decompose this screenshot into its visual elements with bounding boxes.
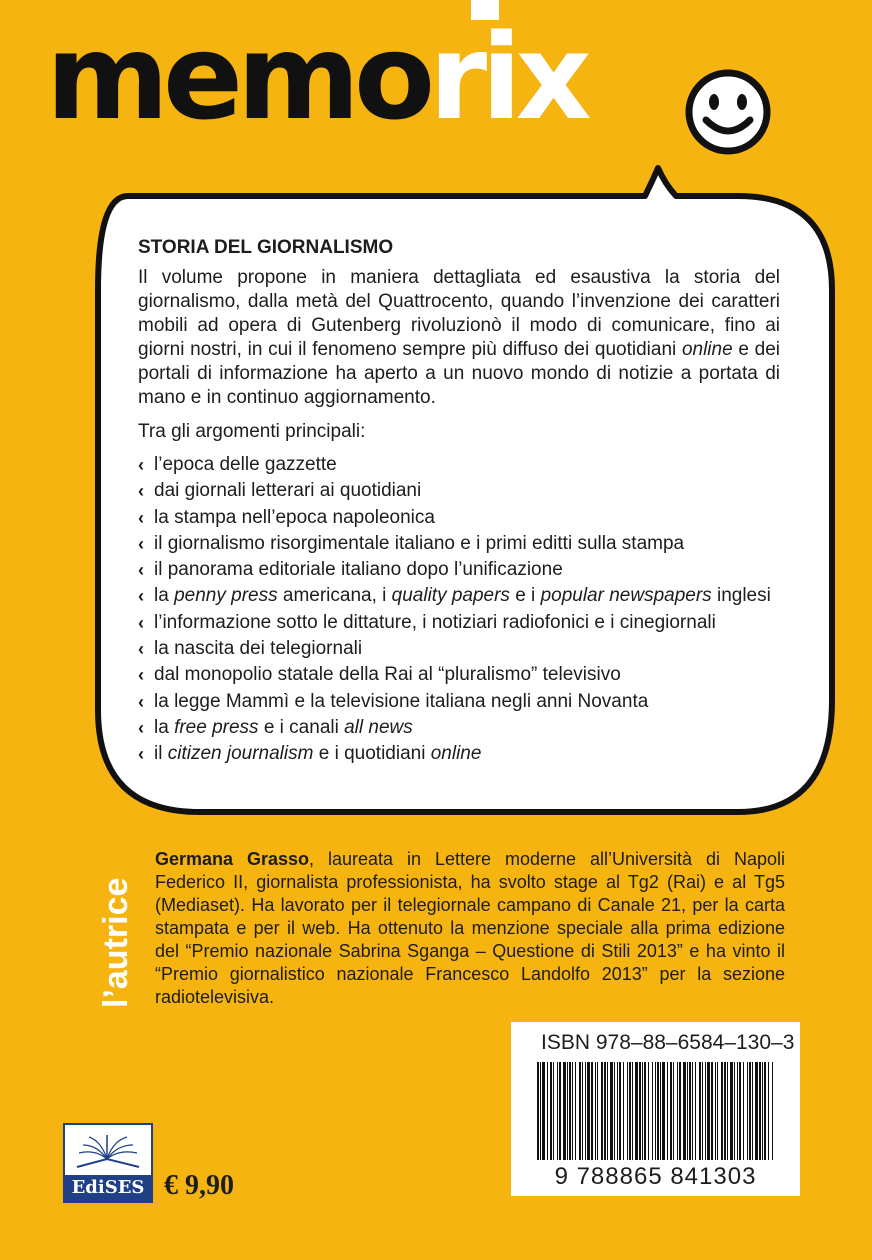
barcode-bar: [721, 1062, 723, 1160]
barcode-box: [511, 1022, 800, 1196]
barcode-bar: [695, 1062, 696, 1160]
barcode-bar: [660, 1062, 661, 1160]
barcode-bar: [617, 1062, 618, 1160]
chevron-bullet-icon: ‹: [138, 639, 144, 660]
barcode-bar: [739, 1062, 741, 1160]
barcode-bar: [752, 1062, 753, 1160]
barcode-bar: [759, 1062, 761, 1160]
list-item: ‹ il panorama editoriale italiano dopo l’unificazione: [138, 557, 780, 583]
book-intro: Il volume propone in maniera dettagliata ed esaustiva la storia del giornalismo, dalla metà del Quattrocento, quando l’invenzione dei caratteri mobili ad opera di Gutenberg rivoluzionò il modo di comunicare, fino ai giorni nostri, in cui il fenomeno sempre più diffuso dei quotidiani online e dei portali di informazione ha aperto a un nuovo mondo di notizie a portata di mano e in continuo aggiornamento.: [138, 267, 780, 408]
barcode-bar: [550, 1062, 552, 1160]
publisher-name: EdiSES: [65, 1175, 151, 1201]
chevron-bullet-icon: ‹: [138, 586, 144, 607]
chevron-bullet-icon: ‹: [138, 533, 144, 554]
barcode-bar: [749, 1062, 751, 1160]
barcode-bar: [557, 1062, 558, 1160]
barcode-bar: [715, 1062, 716, 1160]
barcode-bar: [585, 1062, 586, 1160]
list-item: ‹ il citizen journalism e i quotidiani online: [138, 741, 780, 767]
barcode-bar: [595, 1062, 596, 1160]
barcode-bar: [597, 1062, 598, 1160]
barcode-bar: [559, 1062, 561, 1160]
barcode-bar: [662, 1062, 665, 1160]
barcode-bar: [737, 1062, 738, 1160]
barcode-bar: [563, 1062, 566, 1160]
barcode-bar: [762, 1062, 763, 1160]
barcode-bar: [567, 1062, 568, 1160]
barcode-bar: [537, 1062, 539, 1160]
barcode-bar: [727, 1062, 728, 1160]
barcode-bar: [764, 1062, 766, 1160]
barcode-bar: [635, 1062, 638, 1160]
list-item: ‹ dai giornali letterari ai quotidiani: [138, 478, 780, 504]
barcode-bar: [657, 1062, 659, 1160]
barcode-bar: [667, 1062, 668, 1160]
isbn-number: ISBN 978–88–6584–130–3: [541, 1031, 795, 1054]
barcode-bar: [610, 1062, 613, 1160]
barcode-bar: [607, 1062, 608, 1160]
barcode-bar: [652, 1062, 653, 1160]
barcode-bar: [623, 1062, 624, 1160]
barcode-bar: [604, 1062, 606, 1160]
book-icon: [71, 1129, 145, 1171]
barcode-bar: [632, 1062, 633, 1160]
barcode-bar: [547, 1062, 548, 1160]
barcode-bar: [579, 1062, 581, 1160]
price: € 9,90: [164, 1170, 234, 1201]
author-section-label: l’autrice: [97, 877, 135, 1008]
brand-part-1: memo: [46, 8, 430, 146]
barcode-bar: [572, 1062, 573, 1160]
list-item: ‹ la legge Mammì e la televisione italiana negli anni Novanta: [138, 689, 780, 715]
barcode-bar: [755, 1062, 758, 1160]
chevron-bullet-icon: ‹: [138, 691, 144, 712]
chevron-bullet-icon: ‹: [138, 717, 144, 738]
chevron-bullet-icon: ‹: [138, 481, 144, 502]
barcode-bar: [619, 1062, 621, 1160]
barcode-bar: [699, 1062, 701, 1160]
barcode-bar: [629, 1062, 631, 1160]
barcode-bar: [743, 1062, 744, 1160]
barcode-bar: [542, 1062, 545, 1160]
barcode-bar: [730, 1062, 733, 1160]
barcode-bar: [639, 1062, 641, 1160]
author-bio: [155, 848, 785, 1009]
bubble-content: [138, 236, 780, 768]
barcode-bar: [648, 1062, 649, 1160]
barcode-bar: [670, 1062, 672, 1160]
barcode-bar: [642, 1062, 643, 1160]
barcode-bar: [705, 1062, 706, 1160]
barcode-bar: [683, 1062, 686, 1160]
list-item: ‹ dal monopolio statale della Rai al “pluralismo” televisivo: [138, 662, 780, 688]
barcode-bar: [591, 1062, 593, 1160]
topics-list: [138, 452, 780, 768]
barcode-bar: [644, 1062, 646, 1160]
list-item: ‹ l’informazione sotto le dittature, i notiziari radiofonici e i cinegiornali: [138, 610, 780, 636]
barcode-bar: [747, 1062, 748, 1160]
barcode-bar: [689, 1062, 691, 1160]
ean-number: 9 788865 841303: [554, 1163, 757, 1190]
barcode-bar: [679, 1062, 681, 1160]
barcode-bar: [724, 1062, 726, 1160]
barcode-bar: [601, 1062, 603, 1160]
publisher-logo: [63, 1123, 153, 1203]
book-title: STORIA DEL GIORNALISMO: [138, 237, 394, 258]
barcode-bar: [677, 1062, 678, 1160]
brand-part-2: rix: [429, 8, 586, 146]
barcode-bar: [587, 1062, 590, 1160]
barcode-bar: [575, 1062, 576, 1160]
barcode-bar: [540, 1062, 541, 1160]
barcode-bar: [582, 1062, 583, 1160]
list-item: ‹ la stampa nell’epoca napoleonica: [138, 505, 780, 531]
author-name: Germana Grasso: [155, 849, 310, 869]
barcode-bar: [768, 1062, 769, 1160]
topics-lead: Tra gli argomenti principali:: [138, 421, 366, 442]
barcode-bar: [707, 1062, 710, 1160]
barcode-bar: [717, 1062, 718, 1160]
barcode-bar: [687, 1062, 688, 1160]
barcode-bar: [553, 1062, 554, 1160]
chevron-bullet-icon: ‹: [138, 560, 144, 581]
barcode-bar: [772, 1062, 773, 1160]
barcode-bar: [734, 1062, 735, 1160]
list-item: ‹ la free press e i canali all news: [138, 715, 780, 741]
list-item: ‹ il giornalismo risorgimentale italiano e i primi editti sulla stampa: [138, 531, 780, 557]
barcode-bar: [655, 1062, 656, 1160]
author-bio-text: , laureata in Lettere moderne all’Università di Napoli Federico II, giornalista professionista, ha svolto stage al Tg2 (Rai) e al Tg5 (Mediaset). Ha lavorato per il telegiornale campano di Canale 21, per la carta stampata e per il web. Ha ottenuto la menzione speciale alla prima edizione del “Premio nazionale Sabrina Sganga – Questione di Stili 2013” e ha vinto il “Premio giornalistico nazionale Francesco Landolfo 2013” per la sezione radiotelevisiva.: [155, 849, 786, 1007]
barcode: [537, 1062, 775, 1160]
barcode-bar: [711, 1062, 713, 1160]
chevron-bullet-icon: ‹: [138, 665, 144, 686]
list-item: ‹ l’epoca delle gazzette: [138, 452, 780, 478]
list-item: ‹ la nascita dei telegiornali: [138, 636, 780, 662]
barcode-bar: [627, 1062, 628, 1160]
barcode-bar: [673, 1062, 674, 1160]
chevron-bullet-icon: ‹: [138, 612, 144, 633]
barcode-bar: [569, 1062, 571, 1160]
barcode-bar: [614, 1062, 615, 1160]
barcode-bar: [702, 1062, 703, 1160]
chevron-bullet-icon: ‹: [138, 455, 144, 475]
chevron-bullet-icon: ‹: [138, 744, 144, 765]
barcode-bar: [692, 1062, 693, 1160]
list-item: ‹ la penny press americana, i quality papers e i popular newspapers inglesi: [138, 583, 780, 609]
chevron-bullet-icon: ‹: [138, 507, 144, 528]
